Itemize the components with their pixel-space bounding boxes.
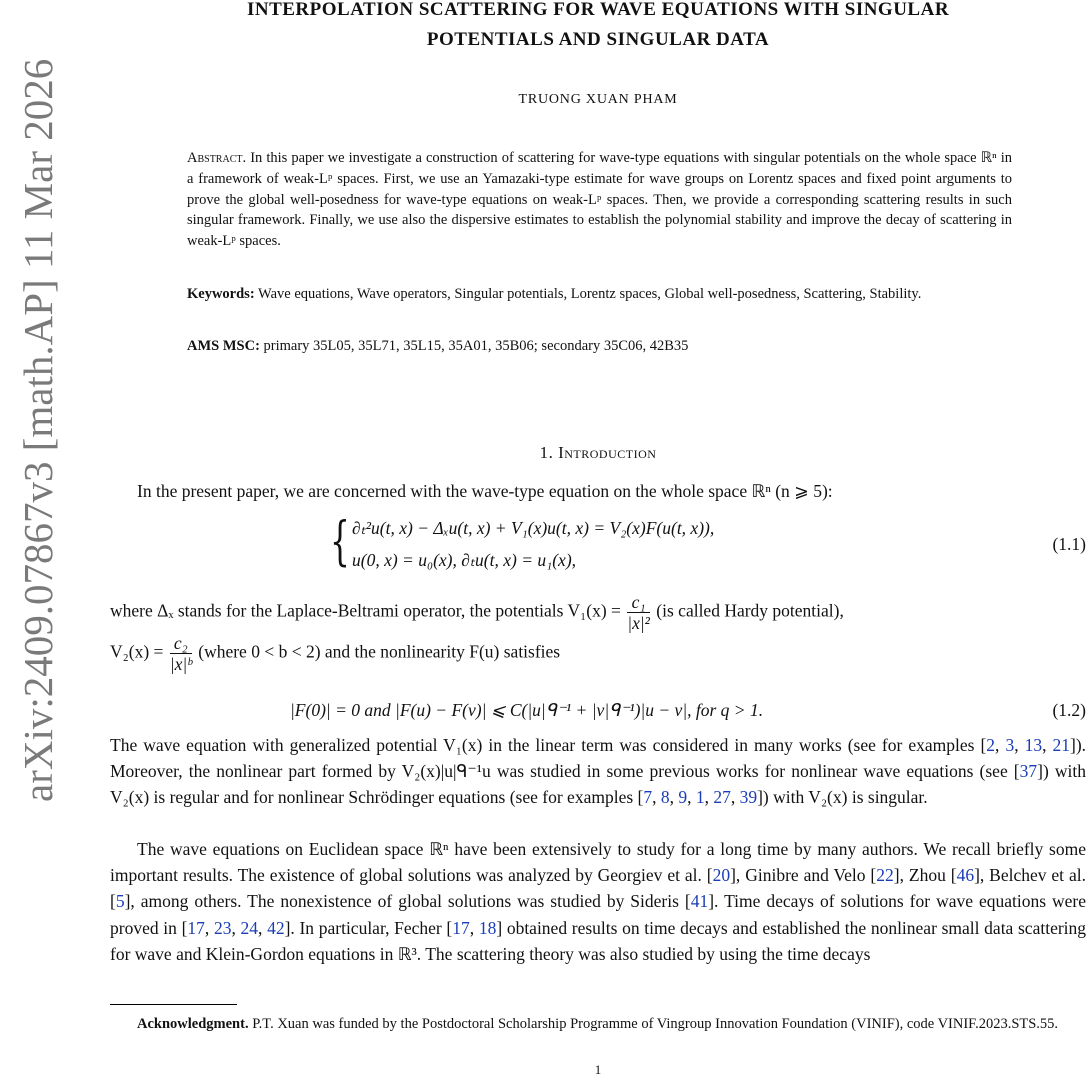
intro-paragraph-1: In the present paper, we are concerned with the wave-type equation on the whole space ℝⁿ (n ⩾ 5): xyxy=(137,481,833,501)
text-run: ], Ginibre and Velo [ xyxy=(730,865,877,886)
text-run: V₂(x) = xyxy=(110,641,164,662)
fraction-v2 xyxy=(170,633,192,674)
citation-link[interactable]: 18 xyxy=(478,917,497,938)
author-name: TRUONG XUAN PHAM xyxy=(518,92,678,107)
citation-link[interactable]: 3 xyxy=(1005,735,1015,755)
paper-title xyxy=(110,0,1086,55)
citation-link[interactable]: 39 xyxy=(739,787,758,808)
arxiv-identifier: arXiv:2409.07867v3 [math.AP] 11 Mar 2026 xyxy=(15,58,61,802)
text-run: The wave equations on Euclidean space ℝⁿ have been extensively to study for a long time by many authors. We recall briefly some important results. The existence of global solutions was analyzed by Georgiev et al. [ xyxy=(110,839,1086,886)
text-run: (where 0 < b < 2) and the nonlinearity F(u) satisfies xyxy=(198,641,561,662)
ams-msc xyxy=(187,338,1012,355)
text-run: ]) with V₂(x) is singular. xyxy=(757,787,928,808)
intro-paragraph-4: The wave equations on Euclidean space ℝⁿ have been extensively to study for a long time by many authors. We recall briefly some important results. The existence of global solutions was analyzed by Georgiev et al. [20], Ginibre and Velo [22], Zhou [46], Belchev et al. [5], among others. The nonexistence of global solutions was studied by Sideris [41]. Time decays of solutions for wave equations were proved in [17, 23, 24, 42]. In particular, Fecher [17, 18] obtained results on time decays and established the nonlinear small data scattering for wave and Klein-Gordon equations in ℝ³. The scattering theory was also studied by using the time decays xyxy=(110,839,1086,964)
citation-link[interactable]: 5 xyxy=(115,891,125,912)
text-run: (is called Hardy potential), xyxy=(656,600,844,621)
citation-link[interactable]: 41 xyxy=(690,891,709,912)
citation-link[interactable]: 8 xyxy=(660,787,670,808)
section-heading: 1. Introduction xyxy=(539,443,657,462)
citation-link[interactable]: 13 xyxy=(1024,735,1043,755)
equation-1-1-line-2: u(0, x) = u₀(x), ∂ₜu(t, x) = u₁(x), xyxy=(352,550,577,570)
citation-link[interactable]: 27 xyxy=(713,787,731,808)
footnote-acknowledgment xyxy=(110,1014,1086,1035)
citation-link[interactable]: 37 xyxy=(1019,761,1038,782)
title-line-2: POTENTIALS AND SINGULAR DATA xyxy=(426,29,770,50)
footnote-text: P.T. Xuan was funded by the Postdoctoral Scholarship Programme of Vingroup Innovation Foundation (VINIF), code VINIF.2023.STS.55. xyxy=(252,1016,1059,1032)
citation-link[interactable]: 21 xyxy=(1052,735,1070,755)
keywords-label: Keywords: xyxy=(187,286,255,302)
citation-link[interactable]: 46 xyxy=(956,865,975,886)
text-run: ] obtained results on time decays and established the nonlinear small data scattering for wave and Klein-Gordon equations in ℝ³. The scattering theory was also studied by using the time decays xyxy=(110,917,1086,964)
keywords-text: Wave equations, Wave operators, Singular potentials, Lorentz spaces, Global well-posedness, Scattering, Stability. xyxy=(258,286,922,302)
text-run: ], among others. The nonexistence of global solutions was studied by Sideris [ xyxy=(124,891,691,912)
text-run: ]. Time decays of solutions for wave equations were proved in [ xyxy=(110,891,1086,938)
fraction-denominator: |x|ᵇ xyxy=(169,654,192,674)
citation-link[interactable]: 7 xyxy=(643,787,653,808)
citation-link[interactable]: 9 xyxy=(678,787,688,808)
keywords xyxy=(187,284,1012,305)
title-line-1: INTERPOLATION SCATTERING FOR WAVE EQUATIONS WITH SINGULAR xyxy=(246,0,950,20)
citation-link[interactable]: 22 xyxy=(876,865,894,886)
equation-1-1-line-1: ∂ₜ²u(t, x) − Δₓu(t, x) + V₁(x)u(t, x) = V₂(x)F(u(t, x)), xyxy=(352,518,715,538)
footnote-label: Acknowledgment. xyxy=(137,1016,249,1032)
equation-1-1 xyxy=(330,512,1086,576)
abstract-text: In this paper we investigate a construction of scattering for wave-type equations with singular potentials on the whole space ℝⁿ in a framework of weak-Lᵖ spaces. First, we use an Yamazaki-type estimate for wave groups on Lorentz spaces and fixed point arguments to prove the global well-posedness for wave-type equations on weak-Lᵖ spaces. Then, we provide a corresponding scattering results in such singular framework. Finally, we use also the dispersive estimates to establish the polynomial stability and improve the decay of scattering in weak-Lᵖ spaces. xyxy=(187,150,1012,250)
equation-1-2 xyxy=(290,697,1086,723)
fraction-numerator: c₁ xyxy=(627,592,650,613)
abstract-label: Abstract. xyxy=(187,150,247,166)
fraction-denominator: |x|² xyxy=(627,613,650,633)
equation-number: (1.1) xyxy=(1052,534,1086,554)
text-run: where Δₓ stands for the Laplace-Beltrami operator, the potentials V₁(x) = xyxy=(110,600,621,621)
text-run: ], Zhou [ xyxy=(893,865,957,886)
fraction-numerator: c₂ xyxy=(170,633,192,654)
text-run: ]). Moreover, the nonlinear part formed by V₂(x)|u|ᑫ⁻¹u was studied in some previous works for nonlinear wave equations (see [ xyxy=(110,735,1086,782)
citation-link[interactable]: 2 xyxy=(986,735,996,755)
text-run: ], Belchev et al. [ xyxy=(110,865,1086,912)
equation-number: (1.2) xyxy=(1052,700,1086,720)
fraction-v1 xyxy=(627,592,650,633)
msc-label: AMS MSC: xyxy=(187,338,260,354)
msc-text: primary 35L05, 35L71, 35L15, 35A01, 35B06; secondary 35C06, 42B35 xyxy=(263,338,689,354)
footnote-rule xyxy=(110,1004,237,1005)
citation-link[interactable]: 20 xyxy=(712,865,731,886)
text-run: ]. In particular, Fecher [ xyxy=(284,917,453,938)
intro-paragraph-2 xyxy=(110,592,1086,674)
citation-link[interactable]: 23 xyxy=(213,917,232,938)
citation-link[interactable]: 24 xyxy=(240,917,259,938)
citation-link[interactable]: 17 xyxy=(452,917,470,938)
intro-paragraph-3: The wave equation with generalized potential V₁(x) in the linear term was considered in many works (see for examples [2, 3, 13, 21]). Moreover, the nonlinear part formed by V₂(x)|u|ᑫ⁻¹u was studied in some previous works for nonlinear wave equations (see [37]) with V₂(x) is regular and for nonlinear Schrödinger equations (see for examples [7, 8, 9, 1, 27, 39]) with V₂(x) is singular. xyxy=(110,735,1086,808)
citation-link[interactable]: 42 xyxy=(267,917,285,938)
left-brace: { xyxy=(330,512,350,572)
equation-1-2-body: |F(0)| = 0 and |F(u) − F(v)| ⩽ C(|u|ᑫ⁻¹ + |v|ᑫ⁻¹)|u − v|, for q > 1. xyxy=(290,700,764,720)
citation-link[interactable]: 17 xyxy=(187,917,205,938)
citation-link[interactable]: 1 xyxy=(695,787,705,808)
abstract xyxy=(187,148,1012,252)
text-run: The wave equation with generalized potential V₁(x) in the linear term was considered in many works (see for examples [ xyxy=(110,735,987,755)
text-run: ]) with V₂(x) is regular and for nonlinear Schrödinger equations (see for examples [ xyxy=(110,761,1086,808)
page-number: 1 xyxy=(594,1062,602,1077)
